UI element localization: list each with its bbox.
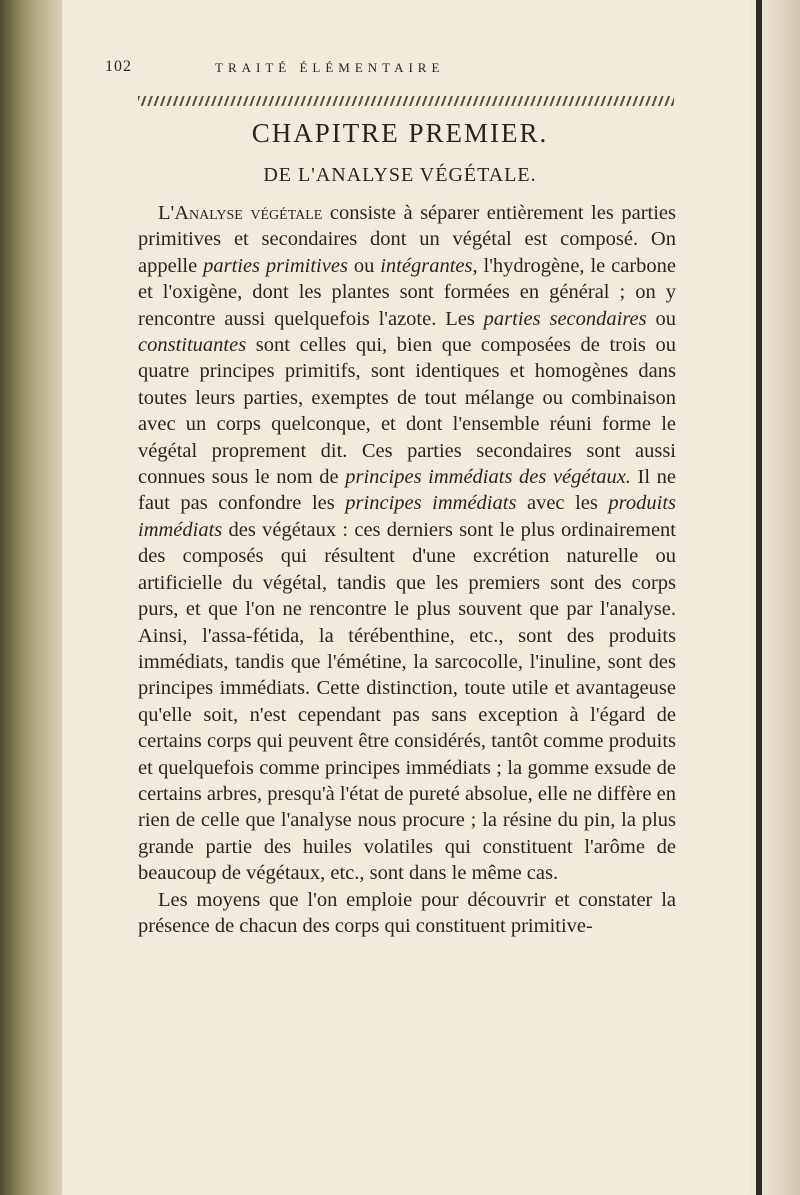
text-run: ou bbox=[646, 307, 676, 330]
text-run: ou bbox=[347, 254, 381, 277]
running-title: TRAITÉ ÉLÉMENTAIRE bbox=[215, 60, 445, 75]
italic-term: principes immédiats des végétaux. bbox=[345, 466, 631, 489]
chapter-title: CHAPITRE PREMIER. bbox=[251, 118, 549, 148]
section-title: DE L'ANALYSE VÉGÉTALE. bbox=[263, 164, 537, 186]
text-run: sont celles qui, bien que composées de trois ou quatre principes primitifs, sont identiques et homogènes dans toutes leurs parties, exemptes de tout mélange ou combinaison avec un corps quelconque, et dont l'ensemble réuni forme le végétal proprement dit. Ces parties secondaires sont aussi connues sous le nom de bbox=[138, 334, 676, 489]
text-run: consiste à séparer entièrement les parties primitives et secondaires dont un végétal est composé. On appelle bbox=[138, 202, 676, 277]
text-run: des végétaux : ces derniers sont le plus ordinairement des composés qui résultent d'une excrétion naturelle ou artificielle du végétal, tandis que les premiers sont des corps purs, et que l'on ne rencontre le plus souvent que par l'analyse. Ainsi, l'assa-fétida, la térébenthine, etc., sont des produits immédiats, tandis que l'émétine, la sarcocolle, l'inuline, sont des principes immédiats. Cette distinction, toute utile et avantageuse qu'elle soit, n'est cependant pas sans exception à l'égard de certains corps qui peuvent être considérés, tantôt comme produits et quelquefois comme principes immédiats ; la gomme exsude de certains arbres, presqu'à l'état de pureté absolue, elle ne diffère en rien de celle que l'analyse nous procure ; la résine du pin, la plus grande partie des huiles volatiles qui constituent l'arôme de beaucoup de végétaux, etc., sont dans le même cas. bbox=[138, 518, 676, 885]
page-number: 102 bbox=[105, 58, 132, 75]
italic-term: parties primitives bbox=[203, 254, 348, 277]
text-run: , l'hydrogène, le carbone et l'oxigène, dont les plantes sont formées en général ; on y rencontre aussi quelquefois l'azote. Les bbox=[138, 254, 677, 330]
italic-term: intégrantes bbox=[380, 254, 473, 277]
text-run: avec les bbox=[516, 492, 609, 515]
ornamental-rule bbox=[138, 96, 674, 106]
running-head bbox=[105, 58, 665, 82]
italic-term: produits immédiats bbox=[138, 492, 676, 541]
paragraph-2: Les moyens que l'on emploie pour découvrir et constater la présence de chacun des corps qui constituent primitive- bbox=[138, 888, 676, 937]
text-run: Il ne faut pas confondre les bbox=[138, 466, 676, 515]
paragraph-lead: L'Analyse végétale bbox=[158, 202, 323, 224]
italic-term: constituantes bbox=[138, 334, 247, 357]
italic-term: parties secondaires bbox=[483, 307, 647, 330]
paragraph-1 bbox=[138, 200, 676, 887]
italic-term: principes immédiats bbox=[345, 492, 517, 515]
body-text bbox=[138, 200, 676, 939]
